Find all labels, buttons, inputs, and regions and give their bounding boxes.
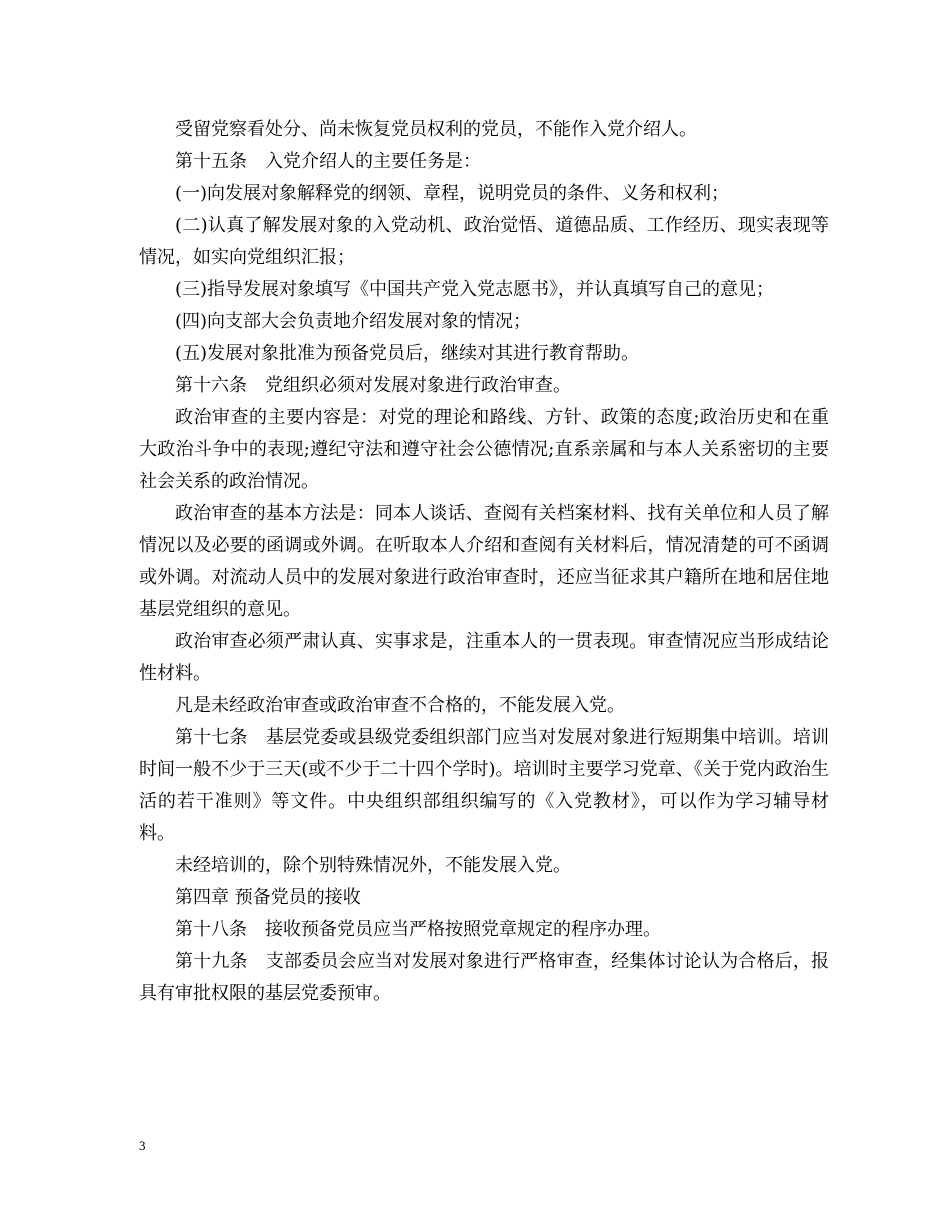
list-item: (五)发展对象批准为预备党员后，继续对其进行教育帮助。 <box>175 343 640 364</box>
paragraph: 政治审查必须严肃认真、实事求是，注重本人的一贯表现。审查情况应当形成结论性材料。 <box>139 631 829 684</box>
page-number: 3 <box>139 1138 146 1153</box>
article-18: 第十八条 接收预备党员应当严格按照党章规定的程序办理。 <box>175 919 661 940</box>
list-item: (三)指导发展对象填写《中国共产党入党志愿书》，并认真填写自己的意见； <box>175 279 775 300</box>
paragraph: 政治审查的基本方法是：同本人谈话、查阅有关档案材料、找有关单位和人员了解情况以及必要的函调或外调。在听取本人介绍和查阅有关材料后，情况清楚的可不函调或外调。对流动人员中的发展对象进行政治审查时，还应当征求其户籍所在地和居住地基层党组织的意见。 <box>139 503 829 620</box>
article-17: 第十七条 基层党委或县级党委组织部门应当对发展对象进行短期集中培训。培训时间一般不少于三天(或不少于二十四个学时)。培训时主要学习党章、《关于党内政治生活的若干准则》等文件。中央组织部组织编写的《入党教材》，可以作为学习辅导材料。 <box>139 727 829 844</box>
list-item: (四)向支部大会负责地介绍发展对象的情况； <box>175 311 532 332</box>
paragraph: 凡是未经政治审查或政治审查不合格的，不能发展入党。 <box>175 695 625 716</box>
chapter-4-heading: 第四章 预备党员的接收 <box>175 887 361 908</box>
paragraph: 未经培训的，除个别特殊情况外，不能发展入党。 <box>175 855 571 876</box>
article-16-heading: 第十六条 党组织必须对发展对象进行政治审查。 <box>175 375 571 396</box>
list-item: (二)认真了解发展对象的入党动机、政治觉悟、道德品质、工作经历、现实表现等情况，如实向党组织汇报； <box>139 215 829 268</box>
article-15-heading: 第十五条 入党介绍人的主要任务是： <box>175 151 481 172</box>
paragraph: 受留党察看处分、尚未恢复党员权利的党员，不能作入党介绍人。 <box>175 119 697 140</box>
document-body <box>139 114 829 1010</box>
list-item: (一)向发展对象解释党的纲领、章程，说明党员的条件、义务和权利； <box>175 183 730 204</box>
article-19: 第十九条 支部委员会应当对发展对象进行严格审查，经集体讨论认为合格后，报具有审批权限的基层党委预审。 <box>139 951 829 1004</box>
paragraph: 政治审查的主要内容是：对党的理论和路线、方针、政策的态度;政治历史和在重大政治斗争中的表现;遵纪守法和遵守社会公德情况;直系亲属和与本人关系密切的主要社会关系的政治情况。 <box>139 407 829 492</box>
